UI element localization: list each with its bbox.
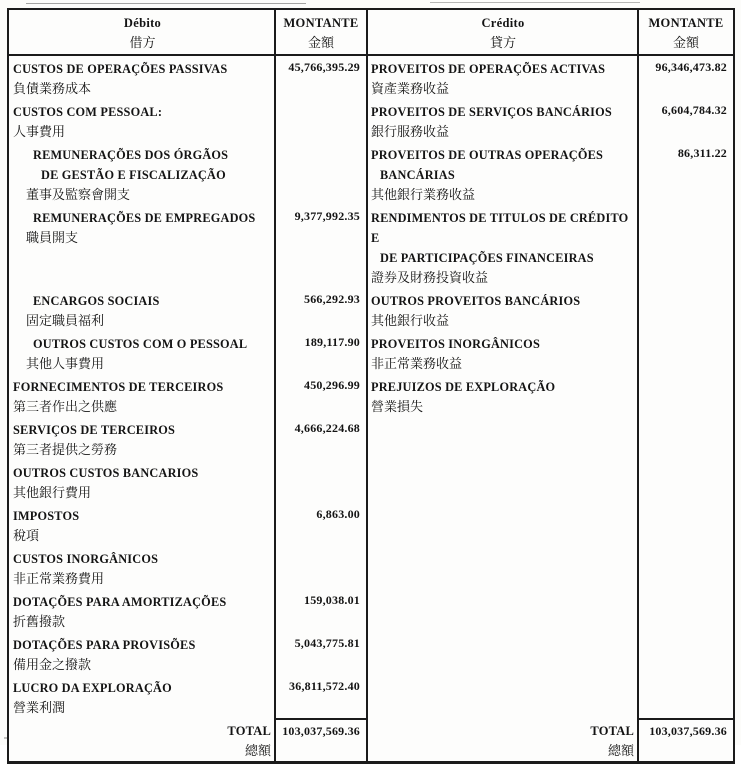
- credit-entry: [368, 99, 637, 142]
- debit-label-pt: CUSTOS INORGÂNICOS: [13, 552, 159, 566]
- total-row: [9, 718, 733, 761]
- debit-label-pt-wrap: DE GESTÃO E FISCALIZAÇÃO: [41, 168, 226, 182]
- debit-label-zh: 其他人事費用: [26, 356, 105, 371]
- debit-label-zh: 董事及監察會開支: [26, 187, 131, 202]
- table-row: [9, 417, 733, 460]
- table-row: [9, 99, 733, 142]
- debit-label-pt: OUTROS CUSTOS BANCARIOS: [13, 466, 199, 480]
- credit-total-amount: 103,037,569.36: [637, 718, 733, 761]
- header-debit-amount: [274, 10, 368, 54]
- table-body: [9, 56, 733, 718]
- debit-amount: 189,117.90: [274, 331, 368, 374]
- credit-label-pt: PREJUIZOS DE EXPLORAÇÃO: [371, 380, 556, 394]
- debit-label-zh: 稅項: [13, 528, 40, 543]
- credit-amount: 96,346,473.82: [637, 56, 733, 99]
- table-row: [9, 675, 733, 718]
- debit-label-zh: 第三者作出之供應: [13, 399, 118, 414]
- debit-label-pt: IMPOSTOS: [13, 509, 80, 523]
- debit-entry: [9, 675, 274, 718]
- credit-entry: [368, 142, 637, 205]
- credit-label-pt: OUTROS PROVEITOS BANCÁRIOS: [371, 294, 581, 308]
- table-row: [9, 56, 733, 99]
- debit-entry: [9, 460, 274, 503]
- debit-amount: 36,811,572.40: [274, 675, 368, 718]
- credit-amount: [637, 589, 733, 632]
- debit-label-zh: 人事費用: [13, 124, 66, 139]
- debit-amount: 5,043,775.81: [274, 632, 368, 675]
- credit-amount: [637, 503, 733, 546]
- credit-amount: [637, 546, 733, 589]
- debit-total-amount: 103,037,569.36: [274, 718, 368, 761]
- credit-amount: [637, 288, 733, 331]
- debit-label-zh: 固定職員福利: [26, 313, 105, 328]
- debit-label-zh: 非正常業務費用: [13, 571, 105, 586]
- debit-label-zh: 職員開支: [26, 230, 79, 245]
- scan-artifact-line: [430, 2, 640, 3]
- credit-entry: [368, 546, 637, 589]
- debit-entry: [9, 56, 274, 99]
- debit-amount: 450,296.99: [274, 374, 368, 417]
- debit-label-zh: 第三者提供之勞務: [13, 442, 118, 457]
- credit-amount: 6,604,784.32: [637, 99, 733, 142]
- debit-amount: 159,038.01: [274, 589, 368, 632]
- credit-entry: [368, 460, 637, 503]
- table-row: [9, 460, 733, 503]
- credit-entry: [368, 589, 637, 632]
- debit-label-zh: 折舊撥款: [13, 614, 66, 629]
- debit-entry: [9, 205, 274, 288]
- credit-label-zh: 其他銀行收益: [371, 313, 450, 328]
- header-credit-label-zh: 貸方: [489, 35, 516, 50]
- credit-label-zh: 營業損失: [371, 399, 424, 414]
- header-debit-label: Débito: [123, 16, 162, 30]
- debit-entry: [9, 632, 274, 675]
- debit-entry: [9, 99, 274, 142]
- table-row: [9, 331, 733, 374]
- credit-entry: [368, 675, 637, 718]
- debit-total-label-cell: [9, 718, 274, 761]
- header-credit-amount-label-zh: 金額: [672, 35, 699, 50]
- debit-label-pt: REMUNERAÇÕES DOS ÓRGÃOS: [33, 148, 229, 162]
- credit-amount: [637, 417, 733, 460]
- debit-label-pt: DOTAÇÕES PARA AMORTIZAÇÕES: [13, 595, 227, 609]
- credit-label-zh: 銀行服務收益: [371, 124, 450, 139]
- table-header-row: [9, 10, 733, 56]
- table-row: [9, 632, 733, 675]
- credit-entry: [368, 288, 637, 331]
- credit-label-zh: 資產業務收益: [371, 81, 450, 96]
- debit-label-zh: 備用金之撥款: [13, 657, 92, 672]
- table-row: [9, 503, 733, 546]
- credit-label-zh: 證券及財務投資收益: [371, 270, 489, 285]
- header-credit-amount-label: MONTANTE: [648, 16, 724, 30]
- header-debit: [9, 10, 274, 54]
- credit-amount: [637, 675, 733, 718]
- debit-amount: [274, 142, 368, 205]
- profit-loss-table: [7, 8, 735, 764]
- credit-label-pt: RENDIMENTOS DE TITULOS DE CRÉDITO E: [371, 211, 629, 245]
- debit-entry: [9, 546, 274, 589]
- header-credit-label: Crédito: [481, 16, 525, 30]
- debit-entry: [9, 589, 274, 632]
- credit-label-pt: PROVEITOS DE OPERAÇÕES ACTIVAS: [371, 62, 606, 76]
- credit-entry: [368, 374, 637, 417]
- header-debit-amount-label: MONTANTE: [283, 16, 359, 30]
- debit-label-pt: CUSTOS DE OPERAÇÕES PASSIVAS: [13, 62, 228, 76]
- header-credit-amount: [637, 10, 733, 54]
- credit-amount: [637, 632, 733, 675]
- debit-entry: [9, 374, 274, 417]
- credit-label-pt: PROVEITOS DE OUTRAS OPERAÇÕES: [371, 148, 604, 162]
- debit-amount: 566,292.93: [274, 288, 368, 331]
- credit-label-pt-wrap: BANCÁRIAS: [380, 168, 455, 182]
- debit-label-zh: 營業利潤: [13, 700, 66, 715]
- credit-entry: [368, 56, 637, 99]
- debit-label-zh: 其他銀行費用: [13, 485, 92, 500]
- debit-label-pt: DOTAÇÕES PARA PROVISÕES: [13, 638, 196, 652]
- table-row: [9, 374, 733, 417]
- debit-amount: 45,766,395.29: [274, 56, 368, 99]
- credit-amount: [637, 331, 733, 374]
- debit-total-label: TOTAL: [227, 724, 271, 738]
- credit-label-zh: 其他銀行業務收益: [371, 187, 476, 202]
- debit-amount: [274, 546, 368, 589]
- debit-label-pt: ENCARGOS SOCIAIS: [33, 294, 160, 308]
- credit-label-zh: 非正常業務收益: [371, 356, 463, 371]
- debit-entry: [9, 417, 274, 460]
- credit-entry: [368, 503, 637, 546]
- debit-entry: [9, 288, 274, 331]
- debit-label-pt: SERVIÇOS DE TERCEIROS: [13, 423, 176, 437]
- header-debit-label-zh: 借方: [129, 35, 156, 50]
- table-row: [9, 142, 733, 205]
- debit-label-pt: REMUNERAÇÕES DE EMPREGADOS: [33, 211, 256, 225]
- debit-label-zh: 負債業務成本: [13, 81, 92, 96]
- credit-amount: [637, 460, 733, 503]
- debit-amount: 9,377,992.35: [274, 205, 368, 288]
- credit-label-pt: PROVEITOS DE SERVIÇOS BANCÁRIOS: [371, 105, 612, 119]
- table-row: [9, 546, 733, 589]
- header-credit: [368, 10, 637, 54]
- debit-label-pt: OUTROS CUSTOS COM O PESSOAL: [33, 337, 248, 351]
- credit-total-label-cell: [368, 718, 637, 761]
- credit-amount: [637, 205, 733, 288]
- debit-label-pt: LUCRO DA EXPLORAÇÃO: [13, 681, 172, 695]
- debit-label-pt: FORNECIMENTOS DE TERCEIROS: [13, 380, 224, 394]
- table-row: [9, 589, 733, 632]
- header-debit-amount-label-zh: 金額: [307, 35, 334, 50]
- credit-total-label: TOTAL: [590, 724, 634, 738]
- credit-entry: [368, 205, 637, 288]
- credit-amount: 86,311.22: [637, 142, 733, 205]
- table-row: [9, 288, 733, 331]
- scan-artifact-line: [26, 3, 306, 4]
- credit-label-pt-wrap: DE PARTICIPAÇÕES FINANCEIRAS: [380, 251, 594, 265]
- credit-entry: [368, 632, 637, 675]
- debit-entry: [9, 331, 274, 374]
- credit-amount: [637, 374, 733, 417]
- debit-amount: [274, 99, 368, 142]
- credit-entry: [368, 417, 637, 460]
- table-row: [9, 205, 733, 288]
- debit-entry: [9, 142, 274, 205]
- credit-entry: [368, 331, 637, 374]
- debit-entry: [9, 503, 274, 546]
- credit-total-label-zh: 總額: [607, 743, 634, 758]
- debit-amount: [274, 460, 368, 503]
- credit-label-pt: PROVEITOS INORGÂNICOS: [371, 337, 540, 351]
- debit-label-pt: CUSTOS COM PESSOAL:: [13, 105, 163, 119]
- debit-amount: 6,863.00: [274, 503, 368, 546]
- debit-amount: 4,666,224.68: [274, 417, 368, 460]
- debit-total-label-zh: 總額: [244, 743, 271, 758]
